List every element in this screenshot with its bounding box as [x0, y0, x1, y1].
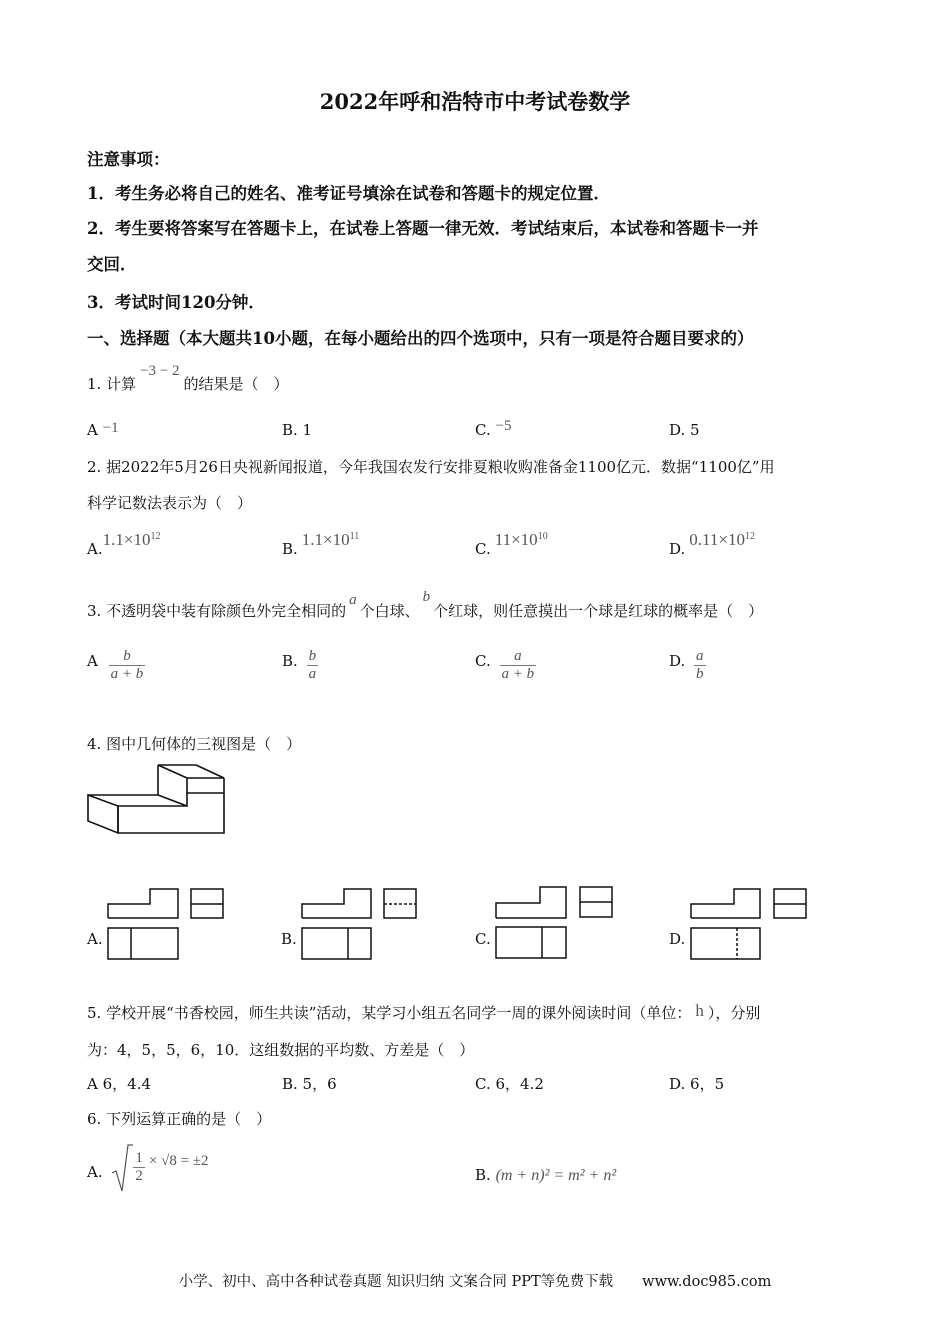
q5-option-d: D. 6，5 — [669, 1075, 725, 1093]
var-b: b — [422, 589, 431, 605]
view-b — [302, 889, 416, 959]
view-d — [691, 889, 806, 959]
q4-option-c: C. — [475, 930, 491, 948]
question-6: 6. 下列运算正确的是（ ） — [87, 1110, 272, 1128]
q1-prefix: 1. 计算 — [87, 375, 137, 393]
q3-option-b: B. $\frac{b}{a}$ — [282, 648, 317, 682]
q3-option-d: D. $\frac{a}{b}$ — [669, 648, 704, 682]
q6-option-a: A. $\frac{1}{2}$ × √8 = ±2 — [87, 1143, 209, 1191]
note-item: 交回． — [87, 255, 137, 274]
q1-option-a: A −1 — [87, 420, 119, 439]
note-item: 1．考生务必将自己的姓名、准考证号填涂在试卷和答题卡的规定位置． — [87, 184, 610, 203]
question-4: 4. 图中几何体的三视图是（ ） — [87, 735, 302, 753]
view-a — [108, 889, 223, 959]
q5-line2: 为：4，5，5，6，10．这组数据的平均数、方差是（ ） — [87, 1041, 475, 1059]
q1-option-d: D. 5 — [669, 421, 700, 439]
q1-option-c: C. −5 — [475, 418, 512, 439]
q5-option-a: A 6，4.4 — [87, 1075, 151, 1093]
sqrt-sign — [111, 1143, 133, 1193]
q2-option-b: B. $1.1\times 10^{11}$ — [282, 530, 360, 558]
q3-option-c: C. $\frac{a}{a + b}$ — [475, 648, 535, 682]
q4-option-d: D. — [669, 930, 686, 948]
q4-option-a: A. — [87, 930, 103, 948]
q4-option-b: B. — [281, 930, 297, 948]
q6-option-b: B. (m + n)² = m² + n² — [475, 1166, 617, 1184]
note-item: 2．考生要将答案写在答题卡上，在试卷上答题一律无效．考试结束后，本试卷和答题卡一并 — [87, 219, 759, 238]
q2-option-c: C. $11\times 10^{10}$ — [475, 530, 548, 558]
question-3: 3. 不透明袋中装有除颜色外完全相同的a个白球、b个红球，则任意摸出一个球是红球的概率是（ ） — [87, 589, 764, 620]
section-heading: 一、选择题（本大题共10小题，在每小题给出的四个选项中，只有一项是符合题目要求的） — [87, 329, 754, 348]
q1-expression: −3 − 2 — [140, 363, 180, 379]
q5-option-b: B. 5，6 — [282, 1075, 337, 1093]
q2-line1: 2. 据2022年5月26日央视新闻报道，今年我国农发行安排夏粮收购准备金1100亿元．数据“1100亿”用 — [87, 458, 775, 476]
view-c — [496, 887, 612, 958]
page-title: 2022年呼和浩特市中考试卷数学 — [319, 89, 631, 114]
var-a: a — [349, 592, 357, 608]
q2-line2: 科学记数法表示为（ ） — [87, 494, 253, 512]
q5-line1: 5. 学校开展“书香校园，师生共读”活动，某学习小组五名同学一周的课外阅读时间（单位： h ），分别 — [87, 1001, 761, 1022]
q1-suffix: 的结果是（ ） — [183, 375, 289, 393]
page-footer: 小学、初中、高中各种试卷真题 知识归纳 文案合同 PPT等免费下载 www.doc985.com — [178, 1274, 772, 1290]
q3-option-a: A $\frac{b}{a + b}$ — [87, 648, 144, 682]
note-item: 3．考试时间120分钟． — [87, 293, 265, 312]
q2-option-a: $A.1.1\times 10^{12}$ — [87, 530, 161, 558]
q2-option-d: D. $0.11\times 10^{12}$ — [669, 530, 755, 558]
q5-option-c: C. 6，4.2 — [475, 1075, 544, 1093]
q1-option-b: B. 1 — [282, 421, 313, 439]
notes-heading: 注意事项： — [87, 150, 170, 169]
